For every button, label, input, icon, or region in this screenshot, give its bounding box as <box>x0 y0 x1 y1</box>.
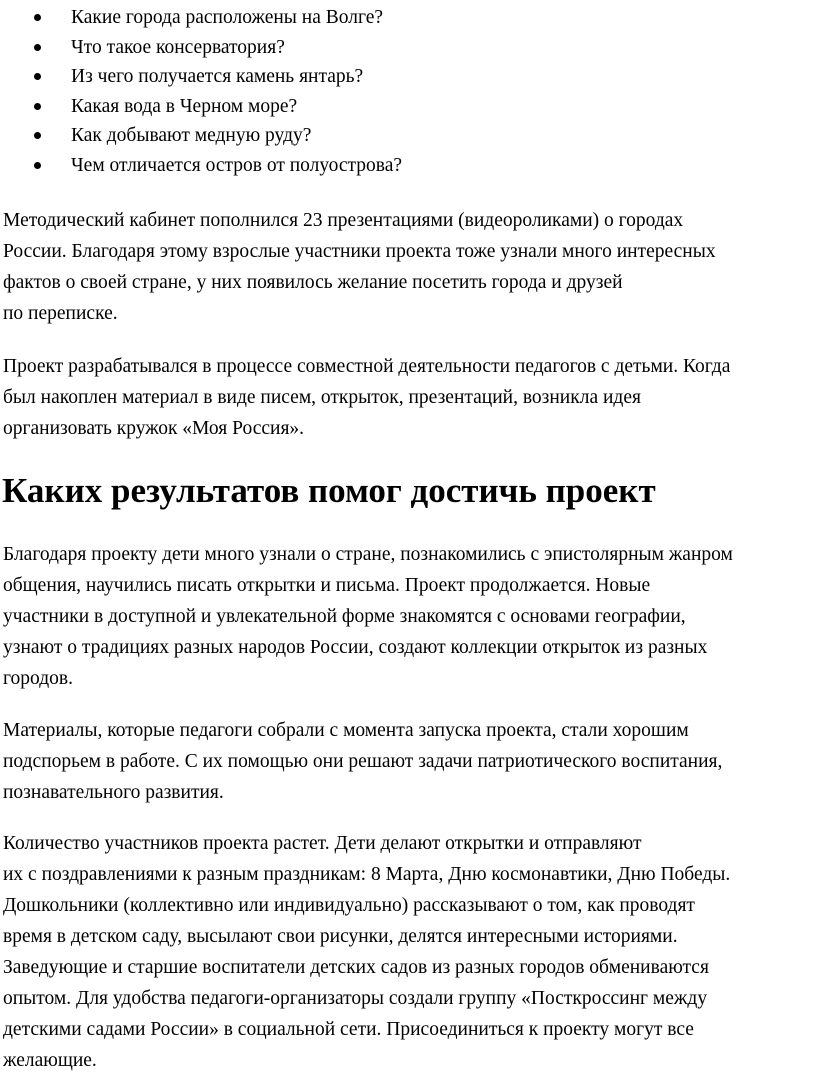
list-item-text: Какие города расположены на Волге? <box>71 7 384 28</box>
list-item <box>0 121 816 151</box>
text-line: Методический кабинет пополнился 23 презентациями (видеороликами) о городах <box>3 210 684 231</box>
bullet-icon <box>34 132 41 139</box>
paragraph-results <box>3 539 816 694</box>
text-line: опытом. Для удобства педагоги-организаторы создали группу «Посткроссинг между <box>3 988 708 1009</box>
text-line: общения, научились писать открытки и письма. Проект продолжается. Новые <box>3 575 651 596</box>
text-line: узнают о традициях разных народов России, создают коллекции открыток из разных <box>3 637 708 658</box>
text-line: Проект разрабатывался в процессе совместной деятельности педагогов с детьми. Когда <box>3 356 731 377</box>
list-item-text: Чем отличается остров от полуострова? <box>71 154 403 176</box>
text-line: Дошкольники (коллективно или индивидуально) рассказывают о том, как проводят <box>3 895 695 916</box>
list-item-text: Какая вода в Черном море? <box>71 95 298 117</box>
bullet-icon <box>34 162 41 169</box>
list-item <box>0 33 816 63</box>
text-line: время в детском саду, высылают свои рисунки, делятся интересными историями. <box>3 926 678 947</box>
list-item <box>0 151 816 181</box>
text-line: Благодаря проекту дети много узнали о стране, познакомились с эпистолярным жанром <box>3 544 733 565</box>
text-line: их с поздравлениями к разным праздникам: 8 Марта, Дню космонавтики, Дню Победы. <box>3 864 731 885</box>
list-item-text: Что такое консерватория? <box>71 36 285 58</box>
text-line: городов. <box>3 668 73 689</box>
text-line: желающие. <box>3 1050 97 1071</box>
text-line: Количество участников проекта растет. Дети делают открытки и отправляют <box>3 833 642 854</box>
paragraph-project-development <box>3 351 816 444</box>
bullet-icon <box>34 44 41 51</box>
question-list <box>0 3 816 181</box>
text-line: познавательного развития. <box>3 782 224 803</box>
list-item-text: Как добывают медную руду? <box>71 125 312 147</box>
list-item <box>0 62 816 92</box>
text-line: по переписке. <box>3 303 118 324</box>
text-line: России. Благодаря этому взрослые участники проекта тоже узнали много интересных <box>3 241 716 262</box>
list-item <box>0 3 816 33</box>
list-item-text: Из чего получается камень янтарь? <box>71 66 364 88</box>
bullet-icon <box>34 73 41 80</box>
text-line: был накоплен материал в виде писем, открыток, презентаций, возникла идея <box>3 387 641 408</box>
text-line: фактов о своей стране, у них появилось желание посетить города и друзей <box>3 272 623 293</box>
paragraph-methodical-office <box>3 205 816 329</box>
text-line: детскими садами России» в социальной сети. Присоединиться к проекту могут все <box>3 1019 694 1040</box>
text-line: участники в доступной и увлекательной форме знакомятся с основами географии, <box>3 606 686 627</box>
text-line: Заведующие и старшие воспитатели детских садов из разных городов обмениваются <box>3 957 709 978</box>
bullet-icon <box>34 14 41 21</box>
list-item <box>0 92 816 122</box>
bullet-icon <box>34 103 41 110</box>
paragraph-materials <box>3 715 816 808</box>
section-heading: Каких результатов помог достичь проект <box>2 471 656 510</box>
text-line: организовать кружок «Моя Россия». <box>3 418 305 439</box>
text-line: Материалы, которые педагоги собрали с момента запуска проекта, стали хорошим <box>3 720 689 741</box>
paragraph-participants <box>3 828 816 1076</box>
text-line: подспорьем в работе. С их помощью они решают задачи патриотического воспитания, <box>3 751 723 772</box>
